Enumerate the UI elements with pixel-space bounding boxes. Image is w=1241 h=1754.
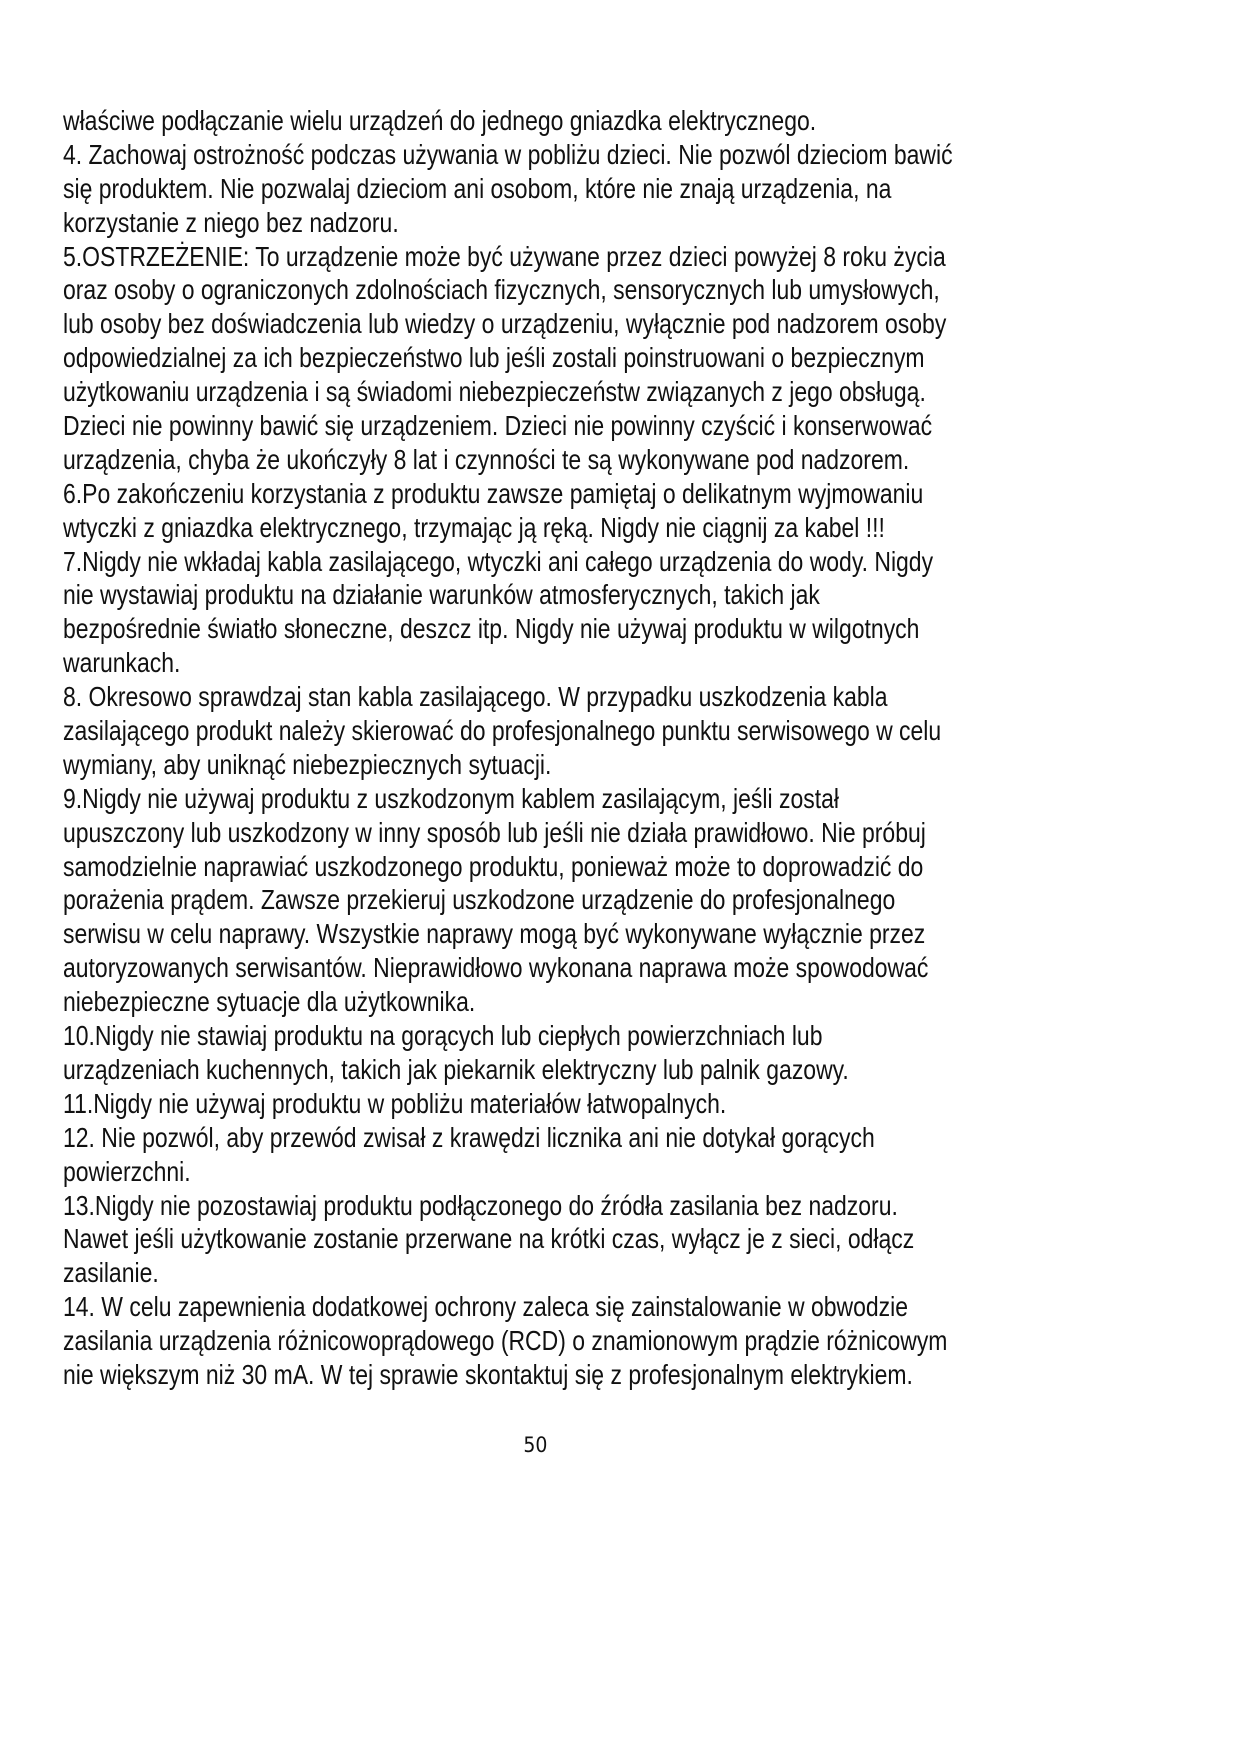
text-line: korzystanie z niego bez nadzoru.	[63, 206, 399, 238]
text-line: 12. Nie pozwól, aby przewód zwisał z krawędzi licznika ani nie dotykał gorących	[63, 1121, 875, 1153]
text-line: 11.Nigdy nie używaj produktu w pobliżu materiałów łatwopalnych.	[63, 1087, 727, 1119]
text-line: powierzchni.	[63, 1155, 191, 1187]
text-line: lub osoby bez doświadczenia lub wiedzy o urządzeniu, wyłącznie pod nadzorem osoby	[63, 308, 947, 340]
text-line: warunkach.	[63, 647, 181, 679]
text-line: 6.Po zakończeniu korzystania z produktu zawsze pamiętaj o delikatnym wyjmowaniu	[63, 477, 924, 509]
text-line: wtyczki z gniazdka elektrycznego, trzymając ją ręką. Nigdy nie ciągnij za kabel !!!	[63, 511, 885, 543]
text-line: 14. W celu zapewnienia dodatkowej ochrony zaleca się zainstalowanie w obwodzie	[63, 1291, 908, 1323]
text-line: Dzieci nie powinny bawić się urządzeniem. Dzieci nie powinny czyścić i konserwować	[63, 410, 933, 442]
text-line: samodzielnie naprawiać uszkodzonego produktu, ponieważ może to doprowadzić do	[63, 850, 924, 882]
text-line: odpowiedzialnej za ich bezpieczeństwo lub jeśli zostali poinstruowani o bezpiecznym	[63, 342, 925, 374]
text-line: 8. Okresowo sprawdzaj stan kabla zasilającego. W przypadku uszkodzenia kabla	[63, 681, 888, 713]
text-line: urządzeniach kuchennych, takich jak piekarnik elektryczny lub palnik gazowy.	[63, 1053, 849, 1085]
text-line: użytkowaniu urządzenia i są świadomi niebezpieczeństw związanych z jego obsługą.	[63, 376, 926, 408]
text-line: nie większym niż 30 mA. W tej sprawie skontaktuj się z profesjonalnym elektrykiem.	[63, 1358, 913, 1390]
text-line: upuszczony lub uszkodzony w inny sposób lub jeśli nie działa prawidłowo. Nie próbuj	[63, 816, 926, 848]
text-line: bezpośrednie światło słoneczne, deszcz itp. Nigdy nie używaj produktu w wilgotnych	[63, 613, 920, 645]
text-line: porażenia prądem. Zawsze przekieruj uszkodzone urządzenie do profesjonalnego	[63, 884, 896, 916]
text-line: urządzenia, chyba że ukończyły 8 lat i czynności te są wykonywane pod nadzorem.	[63, 443, 910, 475]
text-line: 9.Nigdy nie używaj produktu z uszkodzonym kablem zasilającym, jeśli został	[63, 782, 839, 814]
text-line: 5.OSTRZEŻENIE: To urządzenie może być używane przez dzieci powyżej 8 roku życia	[63, 240, 946, 272]
text-line: Nawet jeśli użytkowanie zostanie przerwane na krótki czas, wyłącz je z sieci, odłącz	[63, 1223, 915, 1255]
text-line: 10.Nigdy nie stawiaj produktu na gorących lub ciepłych powierzchniach lub	[63, 1020, 823, 1052]
text-line: serwisu w celu naprawy. Wszystkie naprawy mogą być wykonywane wyłącznie przez	[63, 918, 926, 950]
text-line: 13.Nigdy nie pozostawiaj produktu podłączonego do źródła zasilania bez nadzoru.	[63, 1189, 898, 1221]
text-line: niebezpieczne sytuacje dla użytkownika.	[63, 986, 476, 1018]
text-line: właściwe podłączanie wielu urządzeń do jednego gniazdka elektrycznego.	[63, 105, 817, 136]
text-line: autoryzowanych serwisantów. Nieprawidłowo wykonana naprawa może spowodować	[63, 952, 929, 984]
text-line: nie wystawiaj produktu na działanie warunków atmosferycznych, takich jak	[63, 579, 820, 611]
text-line: 4. Zachowaj ostrożność podczas używania w pobliżu dzieci. Nie pozwól dzieciom bawić	[63, 138, 953, 170]
text-line: wymiany, aby uniknąć niebezpiecznych sytuacji.	[63, 748, 552, 780]
text-line: zasilanie.	[63, 1257, 159, 1289]
text-line: zasilania urządzenia różnicowoprądowego (RCD) o znamionowym prądzie różnicowym	[63, 1325, 948, 1357]
text-line: oraz osoby o ograniczonych zdolnościach fizycznych, sensorycznych lub umysłowych,	[63, 274, 940, 306]
safety-instructions-body	[63, 104, 1241, 1392]
text-line: 7.Nigdy nie wkładaj kabla zasilającego, wtyczki ani całego urządzenia do wody. Nigdy	[63, 545, 934, 577]
text-line: się produktem. Nie pozwalaj dzieciom ani osobom, które nie znają urządzenia, na	[63, 172, 892, 204]
page-number: 50	[523, 1433, 548, 1457]
text-line: zasilającego produkt należy skierować do profesjonalnego punktu serwisowego w celu	[63, 715, 942, 747]
